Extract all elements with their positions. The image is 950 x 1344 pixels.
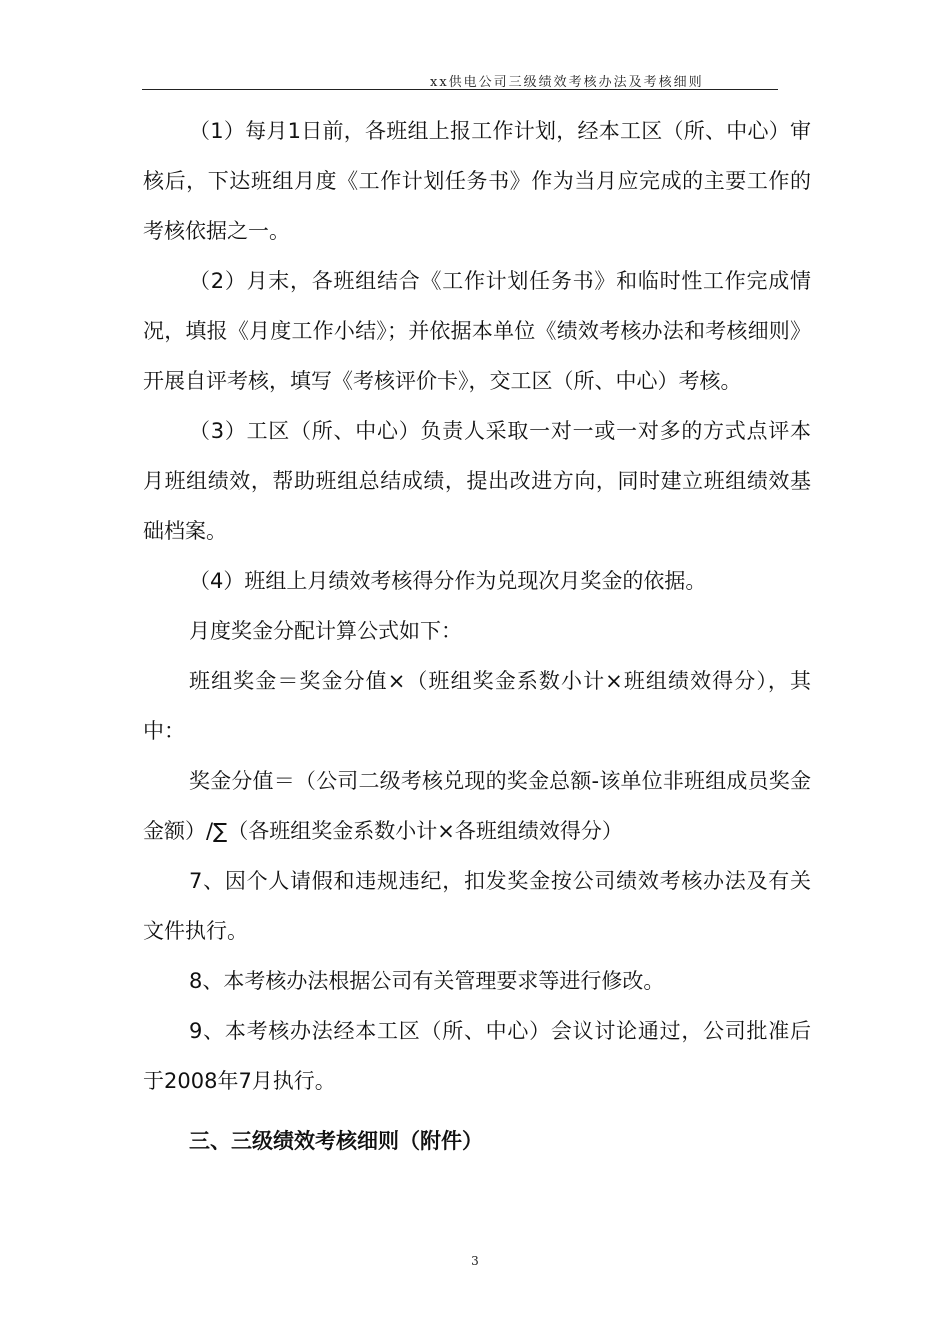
- running-header: xx供电公司三级绩效考核办法及考核细则: [430, 75, 704, 90]
- header-rule: [142, 89, 778, 90]
- paragraph-10: 9、本考核办法经本工区（所、中心）会议讨论通过，公司批准后于2008年7月执行。: [143, 1019, 811, 1093]
- page-number: 3: [471, 1254, 479, 1268]
- paragraph-7: 奖金分值＝（公司二级考核兑现的奖金总额-该单位非班组成员奖金金额）/∑（各班组奖金系数小计×各班组绩效得分）: [143, 769, 811, 843]
- paragraph-5: 月度奖金分配计算公式如下：: [189, 619, 462, 643]
- paragraph-3: （3）工区（所、中心）负责人采取一对一或一对多的方式点评本月班组绩效，帮助班组总结成绩，提出改进方向，同时建立班组绩效基础档案。: [143, 419, 811, 543]
- paragraph-1: （1）每月1日前，各班组上报工作计划，经本工区（所、中心）审核后，下达班组月度《工作计划任务书》作为当月应完成的主要工作的考核依据之一。: [143, 119, 811, 243]
- paragraph-4: （4）班组上月绩效考核得分作为兑现次月奖金的依据。: [189, 569, 707, 593]
- body-text: [143, 106, 811, 1166]
- paragraph-9: 8、本考核办法根据公司有关管理要求等进行修改。: [189, 969, 665, 993]
- section-heading: 三、三级绩效考核细则（附件）: [189, 1129, 483, 1153]
- paragraph-6: 班组奖金＝奖金分值×（班组奖金系数小计×班组绩效得分），其中：: [143, 669, 811, 743]
- paragraph-8: 7、因个人请假和违规违纪，扣发奖金按公司绩效考核办法及有关文件执行。: [143, 869, 811, 943]
- paragraph-2: （2）月末，各班组结合《工作计划任务书》和临时性工作完成情况，填报《月度工作小结》；并依据本单位《绩效考核办法和考核细则》开展自评考核，填写《考核评价卡》，交工区（所、中心）考核。: [143, 269, 811, 393]
